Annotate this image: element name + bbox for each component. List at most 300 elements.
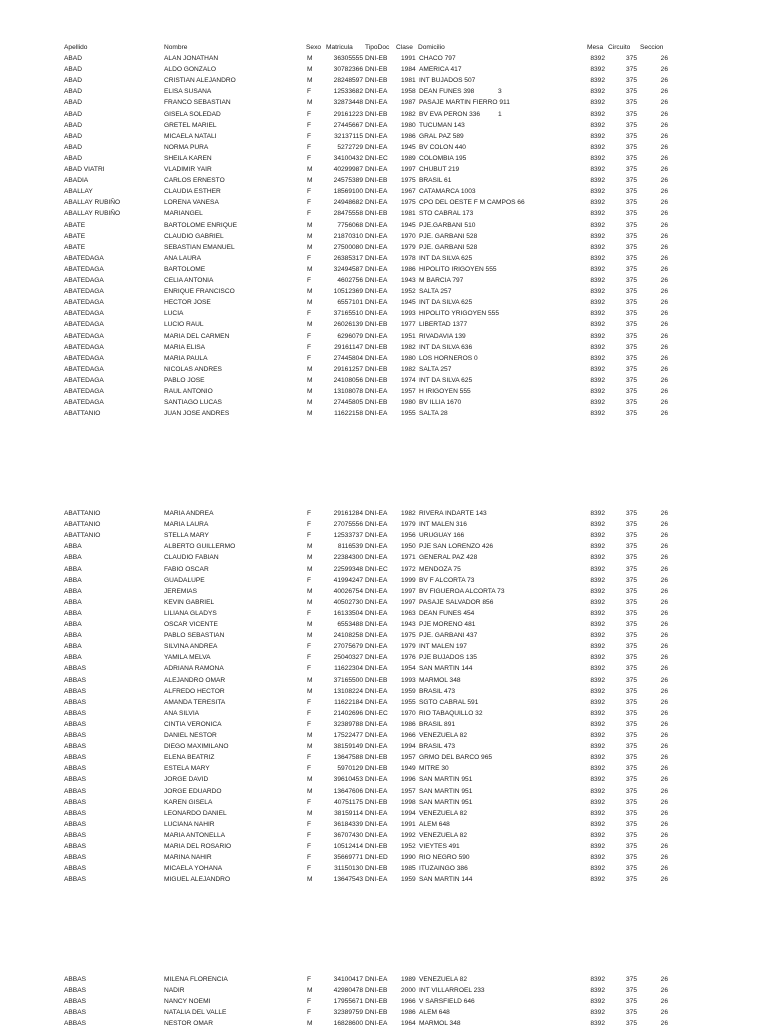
cell-circuito: 375 <box>625 399 637 407</box>
cell-sexo: M <box>307 676 313 684</box>
cell-apellido: ABBA <box>64 565 82 573</box>
cell-sexo: M <box>307 232 313 240</box>
cell-seccion: 26 <box>660 265 668 273</box>
table-row <box>0 819 768 830</box>
table-row <box>0 541 768 552</box>
cell-matricula: 27445667 <box>333 121 363 129</box>
table-row <box>0 863 768 874</box>
cell-clase: 1963 <box>401 609 416 617</box>
cell-mesa: 8392 <box>590 676 605 684</box>
cell-apellido: ABBAS <box>64 865 86 873</box>
cell-tipodoc: DNI-EA <box>365 632 388 640</box>
cell-seccion: 26 <box>660 288 668 296</box>
cell-seccion: 26 <box>660 676 668 684</box>
cell-circuito: 375 <box>625 1020 637 1028</box>
cell-mesa: 8392 <box>590 854 605 862</box>
cell-mesa: 8392 <box>590 143 605 151</box>
cell-apellido: ABBAS <box>64 787 86 795</box>
cell-nombre: CELIA ANTONIA <box>164 277 214 284</box>
cell-clase: 1970 <box>401 709 416 717</box>
cell-tipodoc: DNI-EA <box>365 809 388 817</box>
cell-tipodoc: DNI-EB <box>365 843 388 850</box>
cell-domicilio: RIVADAVIA 139 <box>419 332 466 340</box>
cell-matricula: 22599348 <box>333 565 363 573</box>
cell-matricula: 10512369 <box>333 288 363 296</box>
cell-apellido: ABBAS <box>64 720 86 728</box>
cell-matricula: 40026754 <box>333 587 363 595</box>
cell-seccion: 26 <box>660 77 668 85</box>
cell-mesa: 8392 <box>590 310 605 318</box>
cell-sexo: F <box>307 154 312 162</box>
cell-domicilio: SAN MARTIN 951 <box>419 798 473 806</box>
cell-domicilio: BRASIL 473 <box>419 687 456 695</box>
cell-clase: 1954 <box>401 665 416 673</box>
cell-tipodoc: DNI-EA <box>365 521 388 529</box>
cell-domicilio: BV EVA PERON 336 <box>419 110 481 118</box>
cell-circuito: 375 <box>625 698 637 706</box>
cell-seccion: 26 <box>660 698 668 706</box>
cell-matricula: 11622184 <box>334 698 363 706</box>
cell-sexo: F <box>307 254 312 262</box>
cell-domicilio: COLOMBIA 195 <box>419 154 467 162</box>
table-row <box>0 308 768 319</box>
table-row <box>0 575 768 586</box>
cell-matricula: 21402696 <box>333 709 363 717</box>
cell-circuito: 375 <box>625 343 637 351</box>
cell-mesa: 8392 <box>590 132 605 140</box>
cell-tipodoc: DNI-EA <box>365 643 388 651</box>
cell-clase: 1980 <box>401 354 416 362</box>
cell-tipodoc: DNI-EB <box>365 321 388 329</box>
cell-seccion: 26 <box>660 776 668 784</box>
cell-matricula: 32494587 <box>333 265 363 273</box>
cell-apellido: ABALLAY RUBIÑO <box>64 210 121 218</box>
cell-apellido: ABBAS <box>64 665 86 673</box>
cell-matricula: 39610453 <box>333 776 363 784</box>
cell-domicilio: SALTA 28 <box>419 410 448 418</box>
cell-tipodoc: DNI-EA <box>365 598 388 606</box>
cell-nombre: MARIA DEL CARMEN <box>164 332 230 340</box>
cell-clase: 1982 <box>401 510 416 517</box>
cell-mesa: 8392 <box>590 199 605 207</box>
cell-apellido: ABBAS <box>64 776 86 784</box>
table-row <box>0 86 768 97</box>
cell-sexo: M <box>307 565 313 573</box>
cell-circuito: 375 <box>625 388 637 395</box>
table-row <box>0 630 768 641</box>
cell-tipodoc: DNI-EB <box>365 865 388 873</box>
cell-apellido: ABBAS <box>64 1020 86 1028</box>
cell-matricula: 36184339 <box>333 820 363 828</box>
table-row <box>0 364 768 375</box>
cell-nombre: SHEILA KAREN <box>164 154 212 162</box>
cell-sexo: M <box>307 410 313 418</box>
cell-circuito: 375 <box>625 55 637 62</box>
cell-clase: 1998 <box>401 798 416 806</box>
cell-apellido: ABBA <box>64 587 82 595</box>
cell-sexo: M <box>307 776 313 784</box>
cell-domicilio: TUCUMAN 143 <box>419 121 465 129</box>
cell-sexo: M <box>307 321 313 329</box>
cell-circuito: 375 <box>625 210 637 218</box>
cell-sexo: F <box>307 643 312 651</box>
cell-matricula: 29161223 <box>333 110 363 118</box>
cell-seccion: 26 <box>660 987 668 995</box>
cell-domicilio: PJE. GARBANI 437 <box>419 632 478 640</box>
cell-clase: 1959 <box>401 687 416 695</box>
cell-clase: 1997 <box>401 166 416 173</box>
table-row <box>0 730 768 741</box>
cell-clase: 1978 <box>401 254 416 262</box>
cell-matricula: 6296079 <box>337 332 363 340</box>
cell-circuito: 375 <box>625 632 637 640</box>
table-row <box>0 852 768 863</box>
cell-clase: 1979 <box>401 643 416 651</box>
cell-mesa: 8392 <box>590 576 605 584</box>
cell-domicilio: INT DA SILVA 636 <box>419 343 473 351</box>
cell-tipodoc: DNI-EB <box>365 754 388 762</box>
cell-apellido: ABAD <box>64 66 82 74</box>
cell-sexo: M <box>307 687 313 695</box>
cell-tipodoc: DNI-EA <box>365 243 388 251</box>
cell-nombre: LEONARDO DANIEL <box>164 809 227 817</box>
cell-nombre: JEREMIAS <box>164 587 197 595</box>
header-clase: Clase <box>396 44 413 51</box>
cell-matricula: 26385317 <box>333 254 363 262</box>
cell-apellido: ABATE <box>64 221 86 229</box>
cell-matricula: 18569100 <box>333 188 363 196</box>
cell-tipodoc: DNI-EA <box>365 143 388 151</box>
table-row <box>0 142 768 153</box>
cell-domicilio: AMERICA 417 <box>419 66 462 74</box>
cell-apellido: ABATEDAGA <box>64 288 104 296</box>
table-row <box>0 564 768 575</box>
cell-apellido: ABBA <box>64 576 82 584</box>
cell-matricula: 40751175 <box>334 798 363 806</box>
cell-tipodoc: DNI-EB <box>365 77 388 85</box>
cell-tipodoc: DNI-EA <box>365 265 388 273</box>
cell-circuito: 375 <box>625 865 637 873</box>
cell-matricula: 27445804 <box>333 354 363 362</box>
cell-seccion: 26 <box>660 820 668 828</box>
cell-tipodoc: DNI-EA <box>365 277 388 284</box>
cell-circuito: 375 <box>625 299 637 307</box>
table-row <box>0 763 768 774</box>
cell-clase: 1949 <box>401 765 416 773</box>
cell-matricula: 36305555 <box>333 55 363 62</box>
cell-seccion: 26 <box>660 376 668 384</box>
cell-sexo: M <box>307 265 313 273</box>
cell-circuito: 375 <box>625 110 637 118</box>
cell-circuito: 375 <box>625 199 637 207</box>
cell-tipodoc: DNI-EB <box>365 210 388 218</box>
table-row <box>0 131 768 142</box>
header-apellido: Apellido <box>64 44 88 51</box>
cell-mesa: 8392 <box>590 243 605 251</box>
cell-clase: 1956 <box>401 532 416 540</box>
cell-apellido: ABAD <box>64 121 82 129</box>
cell-nombre: LORENA VANESA <box>164 199 219 207</box>
cell-apellido: ABATEDAGA <box>64 254 104 262</box>
cell-apellido: ABATE <box>64 243 86 251</box>
cell-sexo: F <box>307 998 312 1006</box>
cell-nombre: NATALIA DEL VALLE <box>164 1009 227 1017</box>
cell-apellido: ABBAS <box>64 698 86 706</box>
cell-sexo: F <box>307 532 312 540</box>
cell-seccion: 26 <box>660 609 668 617</box>
cell-sexo: F <box>307 831 312 839</box>
cell-tipodoc: DNI-EA <box>365 831 388 839</box>
cell-seccion: 26 <box>660 110 668 118</box>
cell-domicilio: BV F ALCORTA 73 <box>419 576 475 584</box>
cell-matricula: 8116539 <box>337 543 363 551</box>
cell-tipodoc: DNI-EA <box>365 554 388 562</box>
cell-nombre: RAUL ANTONIO <box>164 388 213 395</box>
cell-mesa: 8392 <box>590 831 605 839</box>
cell-domicilio: SAN MARTIN 144 <box>419 665 473 673</box>
cell-matricula: 24575389 <box>333 177 363 185</box>
cell-clase: 1967 <box>401 188 416 196</box>
cell-mesa: 8392 <box>590 543 605 551</box>
cell-circuito: 375 <box>625 254 637 262</box>
cell-matricula: 38159149 <box>333 743 363 751</box>
table-row <box>0 64 768 75</box>
cell-domicilio: SALTA 257 <box>419 365 452 373</box>
cell-domicilio: INT DA SILVA 625 <box>419 254 473 262</box>
cell-apellido: ABAD <box>64 132 82 140</box>
cell-mesa: 8392 <box>590 632 605 640</box>
cell-clase: 1981 <box>401 77 416 85</box>
cell-nombre: VLADIMIR YAIR <box>164 166 212 173</box>
cell-clase: 1957 <box>401 388 416 395</box>
cell-nombre: MICAELA NATALI <box>164 132 217 140</box>
table-row <box>0 109 768 120</box>
cell-matricula: 6557101 <box>337 299 363 307</box>
cell-matricula: 25040327 <box>333 654 363 662</box>
cell-seccion: 26 <box>660 854 668 862</box>
cell-domicilio: V SARSFIELD 646 <box>419 998 475 1006</box>
cell-nombre: OSCAR VICENTE <box>164 621 218 628</box>
table-row <box>0 985 768 996</box>
cell-tipodoc: DNI-EB <box>365 343 388 351</box>
cell-clase: 1993 <box>401 310 416 318</box>
cell-nombre: NANCY NOEMI <box>164 998 211 1006</box>
table-row <box>0 841 768 852</box>
cell-sexo: F <box>307 110 312 118</box>
cell-mesa: 8392 <box>590 732 605 739</box>
cell-clase: 1999 <box>401 576 416 584</box>
cell-seccion: 26 <box>660 388 668 395</box>
table-row <box>0 408 768 419</box>
cell-sexo: M <box>307 99 313 107</box>
table-row <box>0 375 768 386</box>
cell-domicilio: CHUBUT 219 <box>419 166 460 173</box>
cell-nombre: LUCIA <box>164 310 184 318</box>
table-row <box>0 231 768 242</box>
cell-matricula: 40502730 <box>333 598 363 606</box>
cell-domicilio: SAN MARTIN 951 <box>419 787 473 795</box>
cell-apellido: ABAD VIATRI <box>64 166 105 173</box>
cell-nombre: ANA LAURA <box>164 254 202 262</box>
cell-domicilio: BV ILLIA 1670 <box>419 399 462 407</box>
cell-circuito: 375 <box>625 265 637 273</box>
cell-tipodoc: DNI-EA <box>365 787 388 795</box>
cell-clase: 1943 <box>401 277 416 284</box>
cell-matricula: 24108258 <box>333 632 363 640</box>
cell-sexo: F <box>307 665 312 673</box>
cell-matricula: 16133504 <box>333 609 363 617</box>
table-row <box>0 197 768 208</box>
cell-matricula: 6553488 <box>337 621 363 628</box>
cell-domicilio: INT DA SILVA 625 <box>419 299 473 307</box>
cell-nombre: LILIANA GLADYS <box>164 609 217 617</box>
cell-apellido: ABATEDAGA <box>64 388 104 395</box>
cell-nombre: FABIO OSCAR <box>164 565 209 573</box>
cell-tipodoc: DNI-EA <box>365 166 388 173</box>
cell-tipodoc: DNI-EB <box>365 365 388 373</box>
cell-nombre: ELISA SUSANA <box>164 88 212 96</box>
cell-tipodoc: DNI-EB <box>365 399 388 407</box>
cell-nombre: JORGE EDUARDO <box>164 787 222 795</box>
cell-domicilio: MITRE 30 <box>419 765 449 773</box>
cell-seccion: 26 <box>660 277 668 284</box>
cell-nombre: SANTIAGO LUCAS <box>164 399 222 407</box>
cell-matricula: 32389759 <box>333 1009 363 1017</box>
cell-nombre: NESTOR OMAR <box>164 1020 213 1028</box>
cell-seccion: 26 <box>660 232 668 240</box>
cell-matricula: 41994247 <box>333 576 363 584</box>
cell-mesa: 8392 <box>590 987 605 995</box>
cell-sexo: F <box>307 277 312 284</box>
cell-tipodoc: DNI-EA <box>365 388 388 395</box>
cell-matricula: 34100432 <box>333 154 363 162</box>
cell-domicilio: STO CABRAL 173 <box>419 210 474 218</box>
cell-seccion: 26 <box>660 521 668 529</box>
cell-sexo: M <box>307 66 313 74</box>
cell-mesa: 8392 <box>590 121 605 129</box>
cell-sexo: M <box>307 876 313 884</box>
cell-circuito: 375 <box>625 188 637 196</box>
cell-matricula: 28248597 <box>333 77 363 85</box>
cell-clase: 1989 <box>401 154 416 162</box>
cell-sexo: F <box>307 698 312 706</box>
cell-nombre: GRETEL MARIEL <box>164 121 217 129</box>
table-row <box>0 220 768 231</box>
cell-domicilio: VENEZUELA 82 <box>419 809 468 817</box>
cell-tipodoc: DNI-EA <box>365 188 388 196</box>
cell-matricula: 30782366 <box>333 66 363 74</box>
cell-domicilio: VENEZUELA 82 <box>419 732 468 739</box>
cell-clase: 1979 <box>401 521 416 529</box>
cell-nombre: KEVIN GABRIEL <box>164 598 215 606</box>
cell-apellido: ABATE <box>64 232 86 240</box>
cell-mesa: 8392 <box>590 232 605 240</box>
cell-matricula: 24948682 <box>333 199 363 207</box>
cell-circuito: 375 <box>625 365 637 373</box>
cell-seccion: 26 <box>660 621 668 628</box>
table-row <box>0 253 768 264</box>
cell-tipodoc: DNI-EC <box>365 154 388 162</box>
cell-nombre: CLAUDIO GABRIEL <box>164 232 224 240</box>
cell-circuito: 375 <box>625 598 637 606</box>
cell-circuito: 375 <box>625 1009 637 1017</box>
cell-nombre: MARIANGEL <box>164 210 203 218</box>
cell-nombre: GISELA SOLEDAD <box>164 110 221 118</box>
cell-circuito: 375 <box>625 66 637 74</box>
cell-mesa: 8392 <box>590 1020 605 1028</box>
cell-seccion: 26 <box>660 55 668 62</box>
cell-circuito: 375 <box>625 820 637 828</box>
cell-clase: 1950 <box>401 543 416 551</box>
cell-tipodoc: DNI-EA <box>365 310 388 318</box>
cell-seccion: 26 <box>660 976 668 983</box>
cell-domicilio: LIBERTAD 1377 <box>419 321 468 329</box>
cell-apellido: ABBA <box>64 643 82 651</box>
cell-domicilio: SAN MARTIN 144 <box>419 876 473 884</box>
cell-nombre: MICAELA YOHANA <box>164 865 223 873</box>
header-seccion: Seccion <box>640 44 664 51</box>
cell-seccion: 26 <box>660 254 668 262</box>
table-row <box>0 996 768 1007</box>
cell-tipodoc: DNI-EA <box>365 543 388 551</box>
cell-circuito: 375 <box>625 676 637 684</box>
table-row <box>0 75 768 86</box>
cell-apellido: ABBAS <box>64 998 86 1006</box>
cell-tipodoc: DNI-EA <box>365 510 388 517</box>
cell-tipodoc: DNI-EA <box>365 410 388 418</box>
cell-domicilio: PJE BUJADOS 135 <box>419 654 477 662</box>
cell-seccion: 26 <box>660 132 668 140</box>
table-row <box>0 663 768 674</box>
cell-sexo: M <box>307 554 313 562</box>
cell-seccion: 26 <box>660 554 668 562</box>
cell-mesa: 8392 <box>590 654 605 662</box>
cell-seccion: 26 <box>660 565 668 573</box>
cell-circuito: 375 <box>625 376 637 384</box>
cell-matricula: 13647543 <box>333 876 363 884</box>
cell-domicilio: DEAN FUNES 454 <box>419 609 475 617</box>
cell-matricula: 42980478 <box>333 987 363 995</box>
cell-tipodoc: DNI-EA <box>365 876 388 884</box>
cell-nombre: MARIA ELISA <box>164 343 206 351</box>
cell-circuito: 375 <box>625 221 637 229</box>
cell-tipodoc: DNI-EA <box>365 88 388 96</box>
cell-seccion: 26 <box>660 221 668 229</box>
cell-mesa: 8392 <box>590 332 605 340</box>
cell-mesa: 8392 <box>590 709 605 717</box>
table-row <box>0 275 768 286</box>
cell-sexo: M <box>307 399 313 407</box>
cell-nombre: BARTOLOME <box>164 265 206 273</box>
cell-circuito: 375 <box>625 732 637 739</box>
cell-seccion: 26 <box>660 654 668 662</box>
cell-clase: 1982 <box>401 110 416 118</box>
cell-seccion: 26 <box>660 743 668 751</box>
cell-circuito: 375 <box>625 798 637 806</box>
table-row <box>0 874 768 885</box>
cell-mesa: 8392 <box>590 66 605 74</box>
cell-mesa: 8392 <box>590 55 605 62</box>
cell-clase: 1977 <box>401 321 416 329</box>
cell-domicilio: VENEZUELA 82 <box>419 831 468 839</box>
cell-seccion: 26 <box>660 732 668 739</box>
cell-circuito: 375 <box>625 410 637 418</box>
cell-nombre: KAREN GISELA <box>164 798 213 806</box>
table-row <box>0 508 768 519</box>
cell-seccion: 26 <box>660 410 668 418</box>
table-row <box>0 719 768 730</box>
table-row <box>0 519 768 530</box>
